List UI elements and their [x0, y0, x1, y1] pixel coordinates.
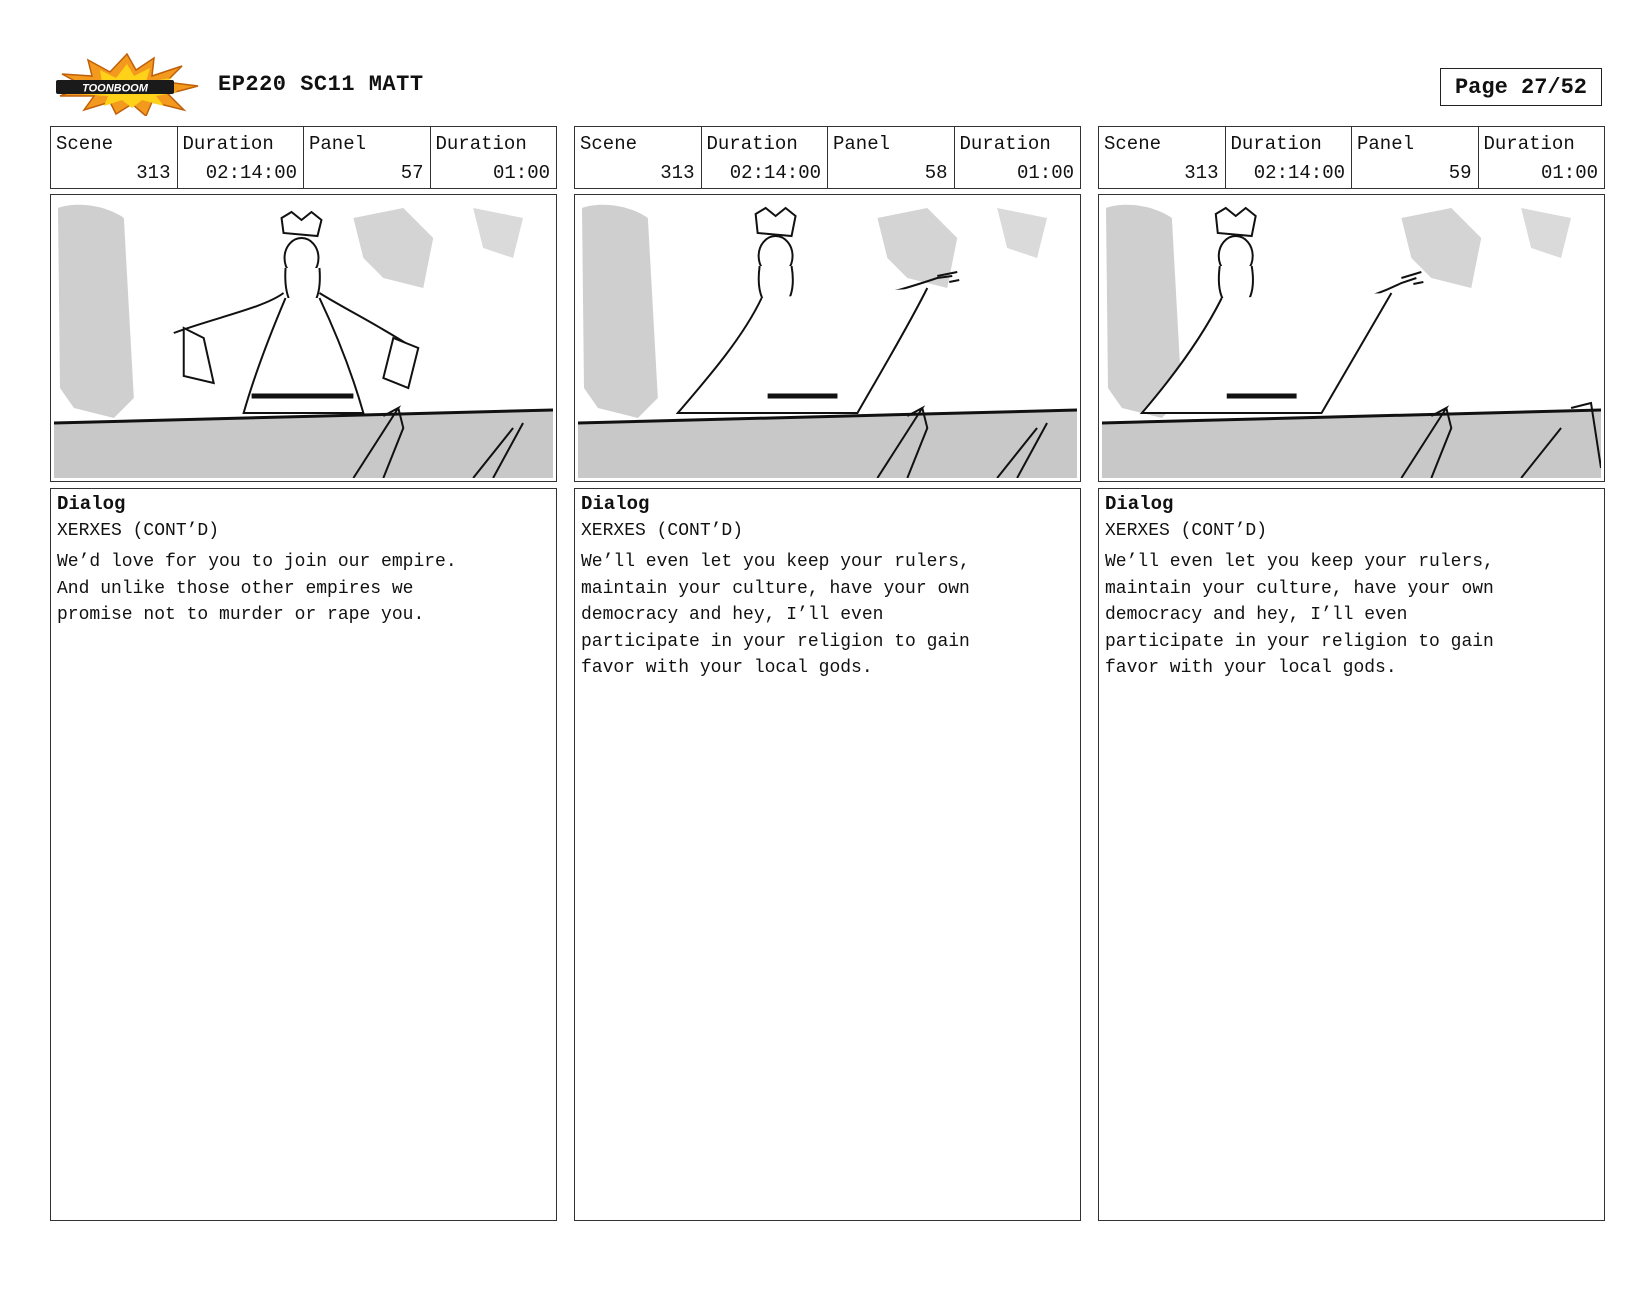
dialog-text: We’d love for you to join our empire. And unlike those other empires we promise not to murder or rape you.: [57, 552, 457, 625]
panel-duration-value: 01:00: [492, 162, 550, 184]
dialog-text: We’ll even let you keep your rulers, maintain your culture, have your own democracy and hey, I’ll even participate in your religion to gain favor with your local gods.: [581, 552, 970, 678]
xerxes-pointing-sketch: [1102, 198, 1601, 478]
dialog-speaker: XERXES (CONT’D): [1105, 521, 1268, 541]
panel-drawing-frame: [574, 194, 1081, 482]
dialog-label: Dialog: [1105, 493, 1174, 515]
scene-duration-label: Duration: [706, 133, 798, 155]
scene-duration-value: 02:14:00: [205, 162, 297, 184]
scene-duration-cell: [178, 127, 305, 188]
dialog-text: We’ll even let you keep your rulers, maintain your culture, have your own democracy and hey, I’ll even participate in your religion to gain favor with your local gods.: [1105, 552, 1494, 678]
panel-label: Panel: [1357, 133, 1415, 155]
logo-text: TOONBOOM: [82, 82, 148, 95]
scene-cell: [575, 127, 702, 188]
xerxes-pointing-sketch: [578, 198, 1077, 478]
scene-duration-cell: [1226, 127, 1353, 188]
scene-label: Scene: [1104, 133, 1162, 155]
panel-duration-value: 01:00: [1016, 162, 1074, 184]
scene-duration-label: Duration: [1230, 133, 1322, 155]
panel-duration-label: Duration: [435, 133, 527, 155]
toonboom-logo: [54, 52, 200, 116]
document-title: EP220 SC11 MATT: [218, 72, 424, 97]
dialog-box: [574, 488, 1081, 1221]
panel-duration-label: Duration: [1483, 133, 1575, 155]
scene-cell: [51, 127, 178, 188]
scene-value: 313: [136, 162, 171, 184]
panel-label: Panel: [833, 133, 891, 155]
panel-label: Panel: [309, 133, 367, 155]
dialog-speaker: XERXES (CONT’D): [57, 521, 220, 541]
scene-label: Scene: [580, 133, 638, 155]
scene-cell: [1099, 127, 1226, 188]
scene-duration-cell: [702, 127, 829, 188]
dialog-label: Dialog: [581, 493, 650, 515]
panel-cell: [828, 127, 955, 188]
scene-duration-label: Duration: [182, 133, 274, 155]
storyboard-panel-57: [50, 126, 557, 1221]
panel-meta-bar: [574, 126, 1081, 189]
dialog-speaker: XERXES (CONT’D): [581, 521, 744, 541]
panel-duration-cell: [955, 127, 1081, 188]
dialog-label: Dialog: [57, 493, 126, 515]
panel-cell: [304, 127, 431, 188]
scene-label: Scene: [56, 133, 114, 155]
scene-duration-value: 02:14:00: [729, 162, 821, 184]
panel-duration-cell: [1479, 127, 1605, 188]
panel-meta-bar: [50, 126, 557, 189]
panel-cell: [1352, 127, 1479, 188]
dialog-box: [50, 488, 557, 1221]
page-number: Page 27/52: [1440, 68, 1602, 106]
panel-duration-value: 01:00: [1540, 162, 1598, 184]
panel-value: 59: [1448, 162, 1472, 184]
panel-value: 58: [924, 162, 948, 184]
panel-duration-label: Duration: [959, 133, 1051, 155]
xerxes-arms-open-sketch: [54, 198, 553, 478]
storyboard-panel-59: [1098, 126, 1605, 1221]
panel-drawing-frame: [1098, 194, 1605, 482]
scene-value: 313: [660, 162, 695, 184]
panel-drawing-frame: [50, 194, 557, 482]
panel-value: 57: [400, 162, 424, 184]
scene-value: 313: [1184, 162, 1219, 184]
panel-duration-cell: [431, 127, 557, 188]
scene-duration-value: 02:14:00: [1253, 162, 1345, 184]
dialog-box: [1098, 488, 1605, 1221]
storyboard-panel-58: [574, 126, 1081, 1221]
panel-meta-bar: [1098, 126, 1605, 189]
